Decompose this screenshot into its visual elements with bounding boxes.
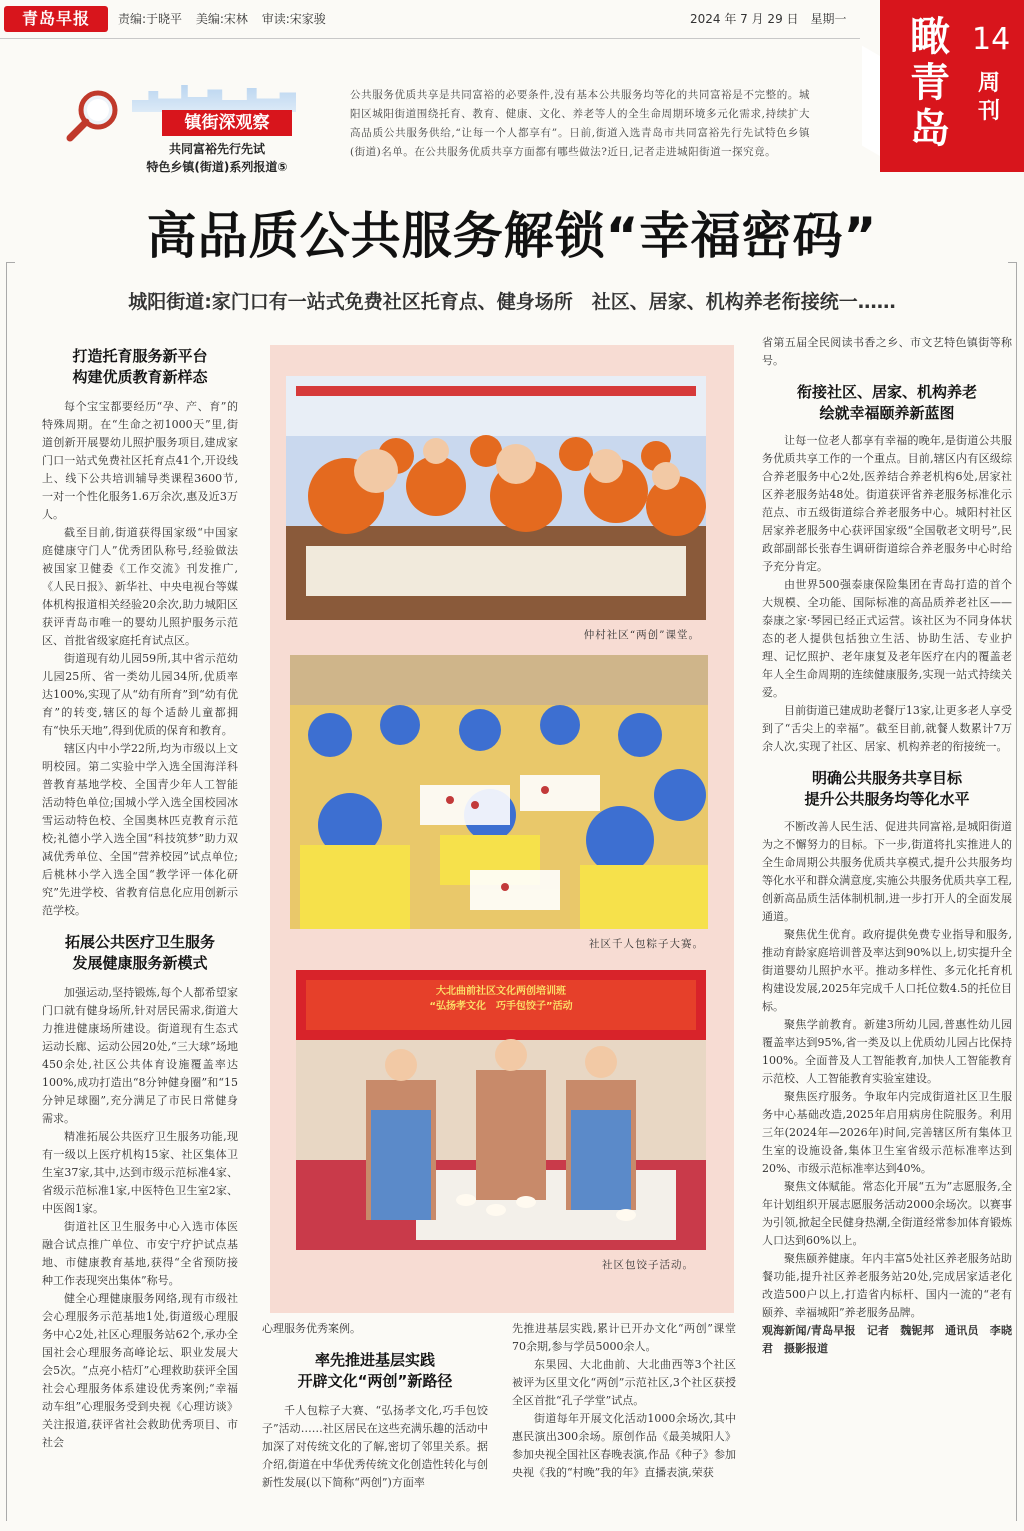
heading-line: 拓展公共医疗卫生服务 bbox=[64, 933, 215, 951]
paragraph: 街道每年开展文化活动1000余场次,其中惠民演出300余场。原创作品《最美城阳人》参加央视全国社区春晚表演,作品《种子》参加央视《我的“村晚”我的年》直播表演,荣获 bbox=[512, 1412, 736, 1479]
paragraph: 加强运动,坚持锻炼,每个人都希望家门口就有健身场所,针对居民需求,街道大力推进健康场所建设。街道现有生态式运动长廊、运动公园20处,“三大球”场地450余处,社区公共体育设施覆盖率达100%,成功打造出“8分钟健身圈”和“15分钟足球圈”,充分满足了市民日常健身需求。 bbox=[42, 986, 238, 1125]
photo-caption: 仲村社区“两创”课堂。 bbox=[583, 629, 700, 641]
article-column-2 bbox=[262, 1320, 488, 1492]
paragraph: 心理服务优秀案例。 bbox=[262, 1322, 361, 1335]
paragraph: 目前街道已建成助老餐厅13家,让更多老人享受到了“舌尖上的幸福”。截至目前,就餐人数累计7万余人次,实现了社区、居家、机构养老的衔接统一。 bbox=[762, 704, 1012, 753]
article-frame-left bbox=[6, 262, 15, 1521]
paragraph: 街道社区卫生服务中心入选市体医融合试点推广单位、市安宁疗护试点基地、市健康教育基地,获得“全省预防接种工作表现突出集体”称号。 bbox=[42, 1220, 238, 1287]
paragraph: 精准拓展公共医疗卫生服务功能,现有一级以上医疗机构15家、社区集体卫生室37家,其中,达到市级示范标准4家、省级示范标准1家,中医特色卫生室2家、中医阁1家。 bbox=[42, 1130, 238, 1215]
skyline-graphic bbox=[132, 82, 296, 112]
headline: 高品质公共服务解锁“幸福密码” bbox=[146, 207, 878, 265]
photo-banner bbox=[296, 984, 706, 1014]
paragraph: 截至目前,街道获得国家级“中国家庭健康守门人”优秀团队称号,经验做法被国家卫健委《工作交流》刊发推广,《人民日报》、新华社、中央电视台等媒体机构报道相关经验20余次,助力城阳区获评青岛市唯一的婴幼儿照护服务示范区、首批省级家庭托育试点区。 bbox=[42, 526, 238, 647]
paragraph: 聚焦学前教育。新建3所幼儿园,普惠性幼儿园覆盖率达到95%,省一类及以上优质幼儿园占比保持100%。全面普及人工智能教育,加快人工智能教育示范校、人工智能教育实验室建设。 bbox=[762, 1018, 1012, 1085]
heading-line: 构建优质教育新样态 bbox=[72, 368, 208, 386]
article-byline: 观海新闻/青岛早报 记者 魏铌邦 通讯员 李晓君 摄影报道 bbox=[762, 1324, 1012, 1355]
paragraph: 每个宝宝都要经历“孕、产、育”的特殊周期。在“生命之初1000天”里,街道创新开展婴幼儿照护服务项目,建成家门口一站式免费社区托育点41个,开设线上、线下公共培训辅导类课程3600节,一对一个性化服务1.6万余次,惠及近3万人。 bbox=[42, 400, 238, 521]
issue-date: 2024 年 7 月 29 日 星期一 bbox=[690, 12, 847, 26]
paragraph: 省第五届全民阅读书香之乡、市文艺特色镇街等称号。 bbox=[762, 336, 1012, 367]
heading-line: 打造托育服务新平台 bbox=[72, 347, 208, 365]
paragraph: 辖区内中小学22所,均为市级以上文明校园。第二实验中学入选全国海洋科普教育基地学校、全国青少年人工智能活动特色单位;国城小学入选全国校园冰雪运动特色校、全国奥林匹克教育示范校;礼德小学入选全国“科技筑梦”助力双减优秀单位、全国“营养校园”试点单位;后桃林小学入选全国“教学评一体化研究”先进学校、省教育信息化应用创新示范学校。 bbox=[42, 742, 238, 917]
series-line-1: 共同富裕先行先试 bbox=[168, 142, 265, 156]
paragraph: 聚焦优生优育。政府提供免费专业指导和服务,推动育龄家庭培训普及率达到90%以上,切实提升全街道婴幼儿照护水平。推动多样性、多元化托育机构建设发展,2025年完成千人口托位数4.5的托位目标。 bbox=[762, 928, 1012, 1013]
zongzi-illustration bbox=[290, 655, 708, 929]
article-column-1 bbox=[42, 346, 238, 1452]
heading-line: 发展健康服务新模式 bbox=[72, 954, 208, 972]
zongzi-contest-photo bbox=[290, 655, 708, 950]
section-title: 瞰青岛 bbox=[910, 14, 952, 152]
series-badge bbox=[92, 82, 298, 178]
heading-line: 开辟文化“两创”新路径 bbox=[297, 1372, 453, 1390]
paragraph: 街道现有幼儿园59所,其中省示范幼儿园25所、省一类幼儿园34所,优质率达100%,实现了从“幼有所育”到“幼有优育”的转变,辖区的每个适龄儿童都拥有“快乐天地”,得到优质的保育和教育。 bbox=[42, 652, 238, 737]
paragraph: 先推进基层实践,累计已开办文化“两创”课堂70余期,参与学员5000余人。 bbox=[512, 1322, 736, 1353]
paragraph: 不断改善人民生活、促进共同富裕,是城阳街道为之不懈努力的目标。下一步,街道将扎实推进人的全生命周期公共服务优质共享模式,提升公共服务均等化水平和群众满意度,实施公共服务优质共享工程,创新高品质生活体制机制,进一步打开人的全面发展通道。 bbox=[762, 820, 1012, 923]
series-line-2: 特色乡镇(街道)系列报道⑤ bbox=[146, 160, 288, 174]
section-heading-equalization bbox=[762, 768, 1012, 810]
paragraph: 东果园、大北曲前、大北曲西等3个社区被评为区里文化“两创”示范社区,3个社区获授全区首批“孔子学堂”试点。 bbox=[512, 1358, 736, 1407]
weekly-label: 周刊 bbox=[978, 71, 1001, 124]
editor-credit: 责编:于晓平 bbox=[118, 12, 183, 26]
heading-line: 衔接社区、居家、机构养老 bbox=[796, 383, 977, 401]
dumpling-activity-photo bbox=[296, 970, 706, 1271]
newspaper-logo: 青岛早报 bbox=[4, 6, 108, 32]
intro-paragraph: 公共服务优质共享是共同富裕的必要条件,没有基本公共服务均等化的共同富裕是不完整的。城阳区城阳街道围绕托育、教育、健康、文化、养老等人的全生命周期环境多元化需求,持续扩大高品质公共服务供给,“让每一个人都享有”。日前,街道入选青岛市共同富裕先行先试特色乡镇(街道)名单。在公共服务优质共享方面都有哪些做法?近日,记者走进城阳街道一探究竟。 bbox=[350, 89, 810, 158]
banner-line: 大北曲前社区文化两创培训班 bbox=[436, 986, 566, 997]
proofreader-credit: 审读:宋家骏 bbox=[261, 12, 326, 26]
header-divider bbox=[0, 38, 860, 39]
page-number: 14 bbox=[972, 22, 1011, 57]
heading-line: 率先推进基层实践 bbox=[314, 1351, 435, 1369]
section-heading-culture bbox=[262, 1350, 488, 1392]
paragraph: 健全心理健康服务网络,现有市级社会心理服务示范基地1处,街道级心理服务中心2处,社区心理服务站62个,承办全国社会心理服务高峰论坛、职业发展大会5次。“点亮小桔灯”心理救助获评全国社会心理服务体系建设优秀案例;“幸福动车组”心理服务受到央视《心理访谈》关注报道,获评省社会救助优秀项目、市社会 bbox=[42, 1292, 238, 1449]
paragraph: 聚焦颐养健康。年内丰富5处社区养老服务站助餐功能,提升社区养老服务站20处,完成居家适老化改造500户以上,打造省内标杆、国内一流的“老有颐养、幸福城阳”养老服务品牌。 bbox=[762, 1252, 1012, 1319]
classroom-illustration bbox=[286, 376, 706, 620]
paragraph: 千人包粽子大赛、“弘扬孝文化,巧手包饺子”活动……社区居民在这些充满乐趣的活动中加深了对传统文化的了解,密切了邻里关系。据介绍,街道在中华优秀传统文化创造性转化与创新性发展(以下简称“两创”)方面率 bbox=[262, 1404, 488, 1489]
paragraph: 让每一位老人都享有幸福的晚年,是街道公共服务优质共享工作的一个重点。目前,辖区内有区级综合养老服务中心2处,医养结合养老机构6处,居家社区养老服务站48处。街道获评省养老服务标准化示范点、市五级街道综合养老服务中心。城阳村社区居家养老服务中心获评国家级“全国敬老文明号”,民政部副部长张春生调研街道综合养老服务中心时给予充分肯定。 bbox=[762, 434, 1012, 573]
paragraph: 由世界500强泰康保险集团在青岛打造的首个大规模、全功能、国际标准的高品质养老社区——泰康之家·琴园已经正式运营。该社区为不同身体状态的老人提供包括独立生活、协助生活、专业护理、记忆照护、老年康复及老年医疗在内的覆盖老年人全生命周期的连续健康服务,实现一站式持续关爱。 bbox=[762, 578, 1012, 699]
classroom-photo bbox=[286, 376, 706, 641]
section-heading-elderly-care bbox=[762, 382, 1012, 424]
article-column-3 bbox=[512, 1320, 736, 1482]
heading-line: 提升公共服务均等化水平 bbox=[804, 790, 970, 808]
heading-line: 绘就幸福颐养新蓝图 bbox=[819, 404, 955, 422]
section-heading-healthcare bbox=[42, 932, 238, 974]
editorial-credits bbox=[118, 10, 336, 27]
article-column-4 bbox=[762, 334, 1012, 1358]
photo-caption: 社区千人包粽子大赛。 bbox=[589, 938, 704, 950]
paragraph: 聚焦文体赋能。常态化开展“五为”志愿服务,全年计划组织开展志愿服务活动2000余场次。以赛事为引领,掀起全民健身热潮,全街道经常参加体育锻炼人口达到60%以上。 bbox=[762, 1180, 1012, 1247]
paragraph: 聚焦医疗服务。争取年内完成街道社区卫生服务中心基础改造,2025年启用病房住院服务。利用三年(2024年—2026年)时间,完善辖区所有集体卫生室的设施设备,集体卫生室省级示范标准率达到20%、市级示范标准率达到40%。 bbox=[762, 1090, 1012, 1175]
photo-caption: 社区包饺子活动。 bbox=[602, 1259, 694, 1271]
series-tag: 镇街深观察 bbox=[162, 110, 292, 136]
banner-line: “弘扬孝文化 巧手包饺子”活动 bbox=[429, 1001, 573, 1012]
subheadline: 城阳街道:家门口有一站式免费社区托育点、健身场所 社区、居家、机构养老衔接统一…… bbox=[128, 291, 896, 313]
heading-line: 明确公共服务共享目标 bbox=[811, 769, 962, 787]
section-heading-childcare bbox=[42, 346, 238, 388]
designer-credit: 美编:宋林 bbox=[195, 12, 248, 26]
